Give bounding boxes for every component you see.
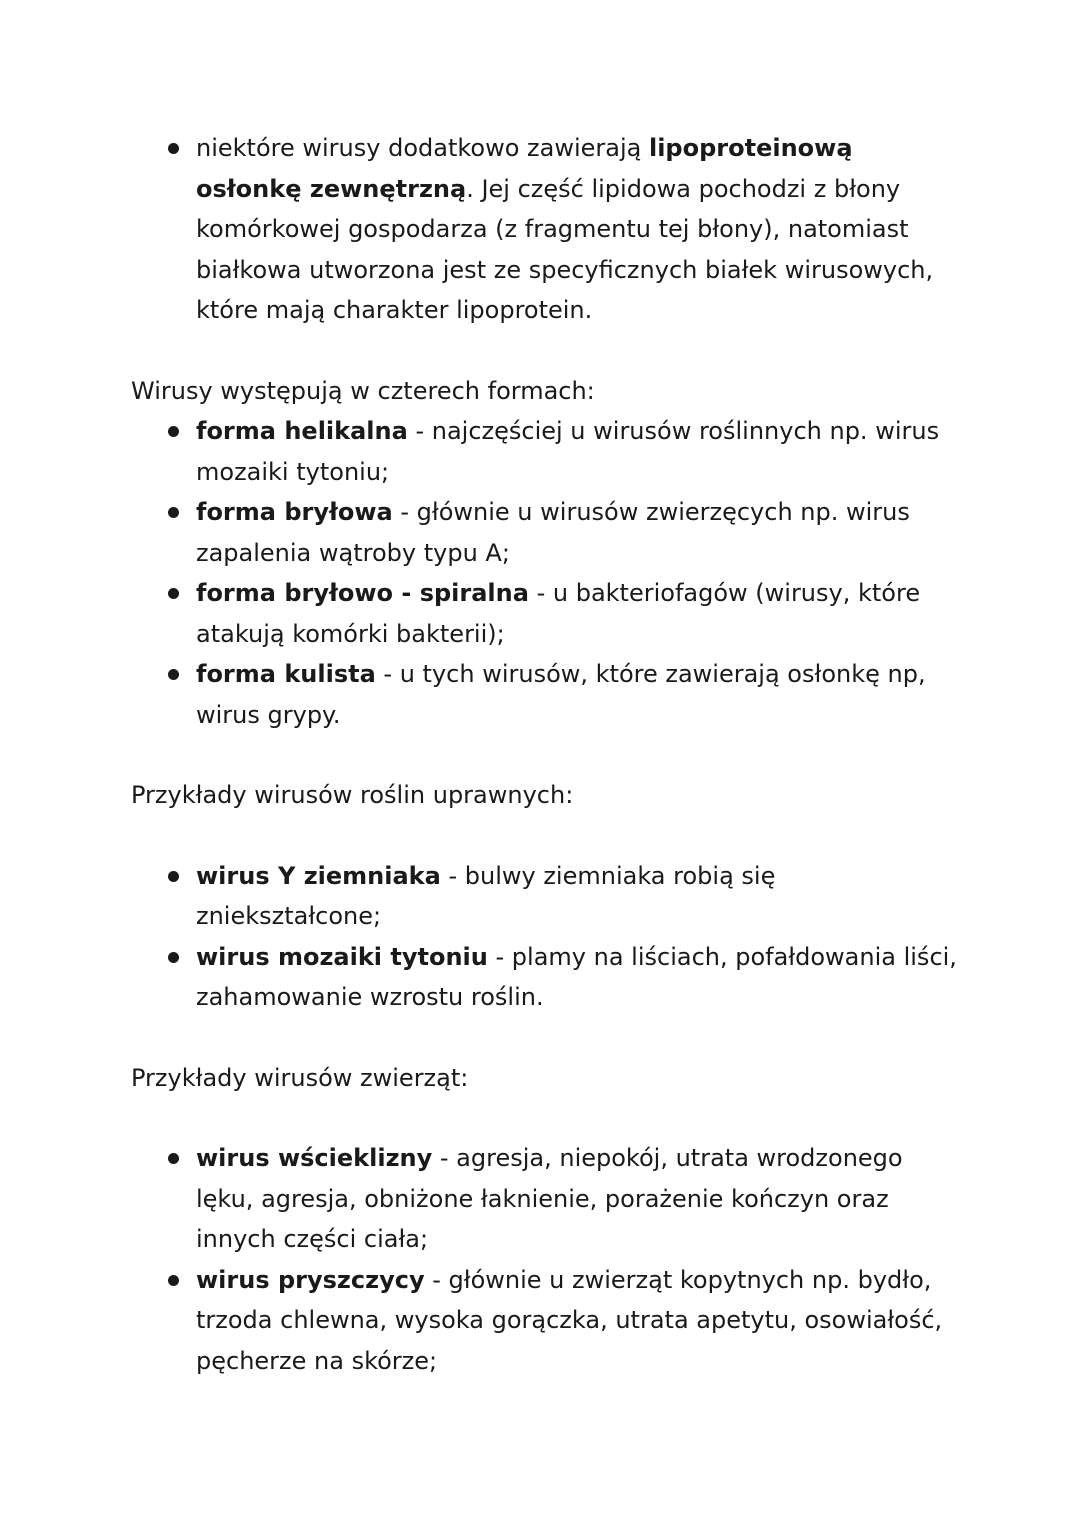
bullet-dot-icon	[168, 871, 179, 882]
spacer	[131, 735, 961, 775]
spacer	[131, 816, 961, 856]
form-desc: - u tych wirusów, które zawierają osłonkę np, wirus grypy.	[196, 660, 926, 729]
form-term: forma kulista	[196, 660, 376, 688]
bullet-dot-icon	[168, 1153, 179, 1164]
list-item-form-solid	[196, 492, 961, 573]
list-item-form-helical	[196, 411, 961, 492]
virus-term: wirus pryszczycy	[196, 1265, 425, 1294]
forms-heading: Wirusy występują w czterech formach:	[131, 376, 595, 405]
envelope-term: lipoproteinową osłonkę zewnętrzną	[196, 134, 853, 203]
plant-viruses-list	[131, 856, 961, 1018]
form-term: forma bryłowa	[196, 498, 393, 526]
virus-desc: - bulwy ziemniaka robią się zniekształcone;	[196, 861, 776, 930]
virus-desc: - agresja, niepokój, utrata wrodzonego lęku, agresja, obniżone łaknienie, porażenie kończyn oraz innych części ciała;	[196, 1144, 903, 1253]
bullet-dot-icon	[168, 426, 179, 437]
form-term: forma helikalna	[196, 417, 408, 445]
envelope-text-2: . Jej część lipidowa pochodzi z błony komórkowej gospodarza (z fragmentu tej błony), natomiast białkowa utworzona jest ze specyficznych białek wirusowych, które mają charakter lipoprotein.	[196, 174, 934, 324]
bullet-dot-icon	[168, 952, 179, 963]
spacer	[131, 1098, 961, 1138]
form-desc: - u bakteriofagów (wirusy, które atakują komórki bakterii);	[196, 579, 921, 648]
list-item-animal-virus	[196, 1260, 961, 1382]
virus-term: wirus Y ziemniaka	[196, 861, 441, 890]
form-desc: - głównie u wirusów zwierzęcych np. wirus zapalenia wątroby typu A;	[196, 498, 910, 567]
bullet-dot-icon	[168, 1275, 179, 1286]
virus-term: wirus wścieklizny	[196, 1144, 433, 1172]
spacer	[131, 331, 961, 371]
bullet-dot-icon	[168, 669, 179, 680]
plant-viruses-heading: Przykłady wirusów roślin uprawnych:	[131, 781, 574, 809]
list-item-plant-virus	[196, 856, 961, 937]
forms-list	[131, 411, 961, 735]
virus-term: wirus mozaiki tytoniu	[196, 942, 488, 971]
list-item-form-solid-spiral	[196, 573, 961, 654]
list-item-form-spherical	[196, 654, 961, 735]
list-item-envelope	[196, 128, 961, 331]
virus-desc: - plamy na liściach, pofałdowania liści, zahamowanie wzrostu roślin.	[196, 942, 957, 1011]
form-term: forma bryłowo - spiralna	[196, 579, 529, 607]
bullet-dot-icon	[168, 143, 179, 154]
virus-desc: - głównie u zwierząt kopytnych np. bydło, trzoda chlewna, wysoka gorączka, utrata apetytu, osowiałość, pęcherze na skórze;	[196, 1265, 943, 1375]
bullet-dot-icon	[168, 588, 179, 599]
document-content	[131, 128, 961, 1381]
envelope-text-1: niektóre wirusy dodatkowo zawierają	[196, 134, 649, 162]
form-desc: - najczęściej u wirusów roślinnych np. wirus mozaiki tytoniu;	[196, 417, 940, 486]
list-item-animal-virus	[196, 1138, 961, 1260]
animal-viruses-list	[131, 1138, 961, 1381]
bullet-dot-icon	[168, 507, 179, 518]
envelope-list	[131, 128, 961, 331]
list-item-plant-virus	[196, 937, 961, 1018]
animal-viruses-heading: Przykłady wirusów zwierząt:	[131, 1063, 469, 1092]
spacer	[131, 1018, 961, 1058]
